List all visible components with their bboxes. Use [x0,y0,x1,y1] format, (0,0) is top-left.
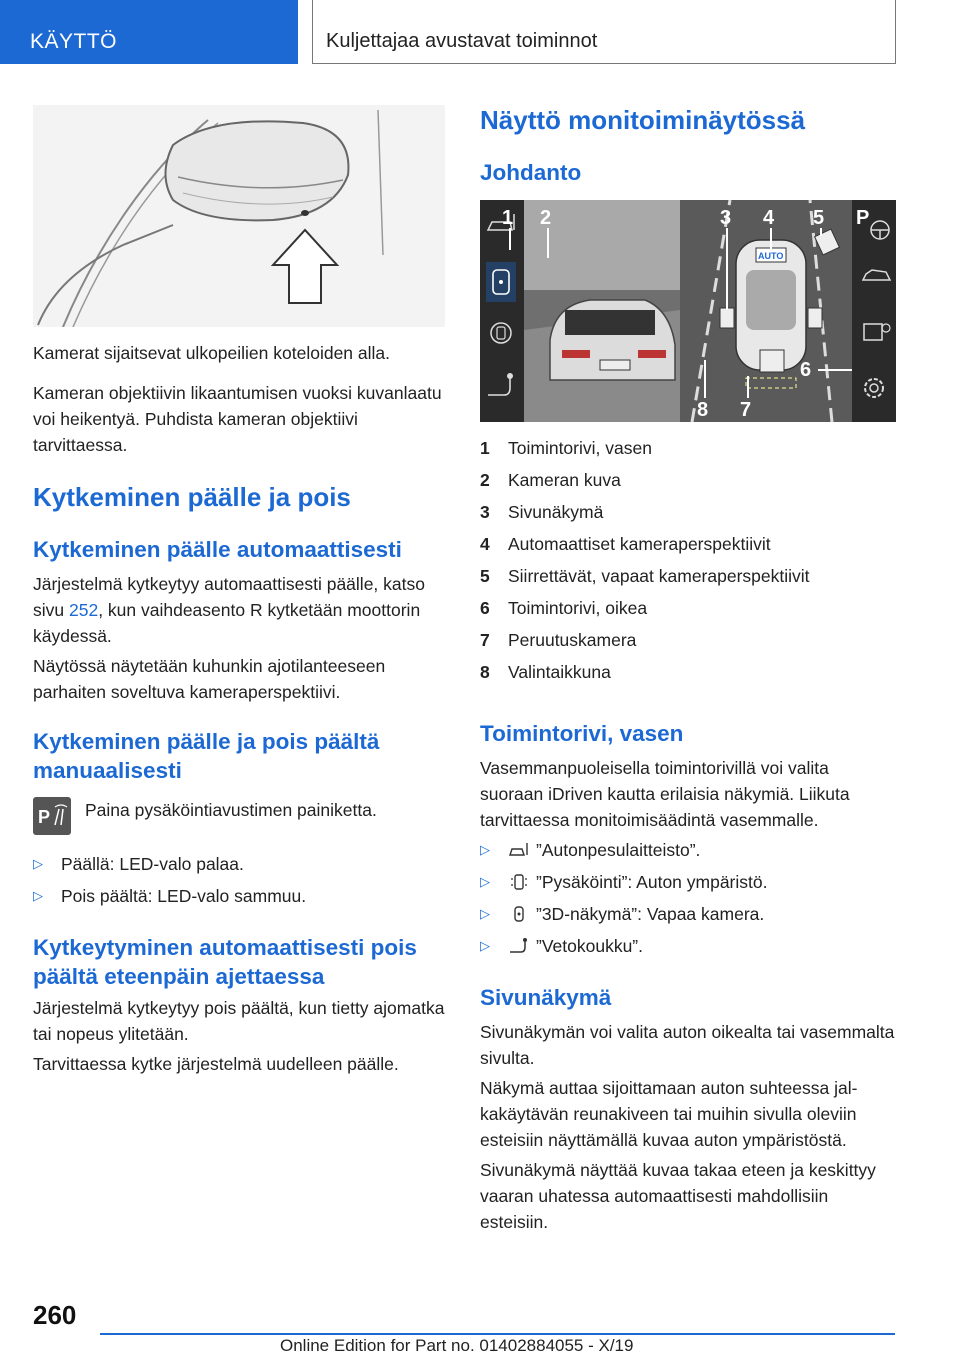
parking-assist-button-icon [33,797,71,835]
mirror-illustration [33,105,445,327]
footer-divider [100,1333,895,1335]
callout-1: 1 [502,207,514,229]
mirror-drawing [33,105,445,327]
mirror-note: Kameran objektiivin likaantumisen vuoksi kuvanlaatu voi heikentyä. Puhdista kameran objektiivi tarvittaessa. [33,383,442,455]
monitor-drawing [480,200,896,422]
leftbar-list [480,834,896,962]
legend-item: 2 Kameran kuva [480,470,621,490]
heading-intro: Johdanto [480,160,582,185]
list-item: ▷ ”3D-näkymä”: Vapaa kamera. [480,898,896,930]
triangle-bullet-icon: ▷ [480,842,490,857]
heading-manual: Kytkeminen päälle ja pois päältä manuaalisesti [33,729,380,783]
heading-display: Näyttö monitoiminäytössä [480,105,806,135]
list-item: ▷ Pois päältä: LED-valo sammuu. [33,880,445,912]
callout-8: 8 [697,399,709,421]
autooff-paragraph-2: Tarvittaessa kytke järjestelmä uudelleen päälle. [33,1054,399,1074]
triangle-bullet-icon: ▷ [480,874,490,889]
callout-6: 6 [800,359,812,381]
heading-switch: Kytkeminen päälle ja pois [33,482,351,512]
auto-paragraph-2: Näytössä näytetään kuhunkin ajotilanteeseen parhaiten soveltuva kameraperspektiivi. [33,656,386,702]
legend-item: 3 Sivunäkymä [480,502,604,522]
list-item: ▷ ”Pysäköinti”: Auton ympäristö. [480,866,896,898]
parking-icon [508,872,530,892]
triangle-bullet-icon: ▷ [33,856,43,871]
heading-auto: Kytkeminen päälle automaattisesti [33,537,402,562]
car-wash-icon [508,840,530,860]
side-paragraph-1: Sivunäkymän voi valita auton oikealta tai vasemmalta sivulta. [480,1022,895,1068]
auto-paragraph-1: Järjestelmä kytkeytyy automaattisesti päälle, katso sivu 252, kun vaihdeasento R kytketään moottorin käydessä. [33,574,425,646]
triangle-bullet-icon: ▷ [480,938,490,953]
list-item: ▷ ”Autonpesulaitteisto”. [480,834,896,866]
heading-autooff: Kytkeytyminen automaattisesti pois päältä eteenpäin ajettaessa [33,935,417,989]
legend-item: 7 Peruutuskamera [480,630,637,650]
mirror-caption: Kamerat sijaitsevat ulkopeilien koteloiden alla. [33,343,391,363]
footer-edition: Online Edition for Part no. 01402884055 - X/19 [280,1336,634,1355]
3d-view-icon [508,904,530,924]
leftbar-paragraph: Vasemmanpuoleisella toimintorivillä voi valita suoraan iDriven kautta erilaisia näkymiä. Liikuta tarvittaessa monitoimisäädintä vasemmalle. [480,758,850,830]
callout-7: 7 [740,399,752,421]
figure-legend [480,432,896,688]
manual-bullets [33,848,445,912]
callout-3: 3 [720,207,732,229]
page-link[interactable]: 252 [68,600,99,620]
manual-text: Paina pysäköintiavustimen painiketta. [85,800,377,820]
side-paragraph-2: Näkymä auttaa sijoittamaan auton suhteessa jalkakäytävän reunakiveen tai muihin sivulla oleviin esteisiin näyttämällä kuvaa auton ympäristöstä. [480,1078,858,1150]
heading-leftbar: Toimintorivi, vasen [480,721,684,746]
figure-auto-badge: AUTO [758,251,784,261]
heading-side: Sivunäkymä [480,985,612,1010]
autooff-paragraph-1: Järjestelmä kytkeytyy pois päältä, kun tietty ajomatka tai nopeus ylitetään. [33,998,445,1044]
list-item: ▷ ”Vetokoukku”. [480,930,896,962]
callout-5: 5 [813,207,825,229]
chapter-title: Kuljettajaa avustavat toiminnot [312,0,896,64]
tow-hook-icon [508,936,530,956]
legend-item: 1 Toimintorivi, vasen [480,438,652,458]
legend-item: 8 Valintaikkuna [480,662,611,682]
monitor-figure [480,200,896,422]
callout-2: 2 [540,207,552,229]
legend-item: 6 Toimintorivi, oikea [480,598,648,618]
page-number: 260 [33,1300,77,1330]
svg-text:P: P [38,807,51,827]
triangle-bullet-icon: ▷ [480,906,490,921]
section-tab: KÄYTTÖ [0,0,298,64]
callout-4: 4 [763,207,775,229]
triangle-bullet-icon: ▷ [33,888,43,903]
side-paragraph-3: Sivunäkymä näyttää kuvaa takaa eteen ja keskittyy vaaran uhatessa automaattisesti mahdollisiin esteisiin. [480,1160,876,1232]
legend-item: 4 Automaattiset kameraperspektiivit [480,534,771,554]
list-item: ▷ Päällä: LED-valo palaa. [33,848,445,880]
legend-item: 5 Siirrettävät, vapaat kameraperspektiivit [480,566,810,586]
figure-p-label: P [856,207,870,229]
